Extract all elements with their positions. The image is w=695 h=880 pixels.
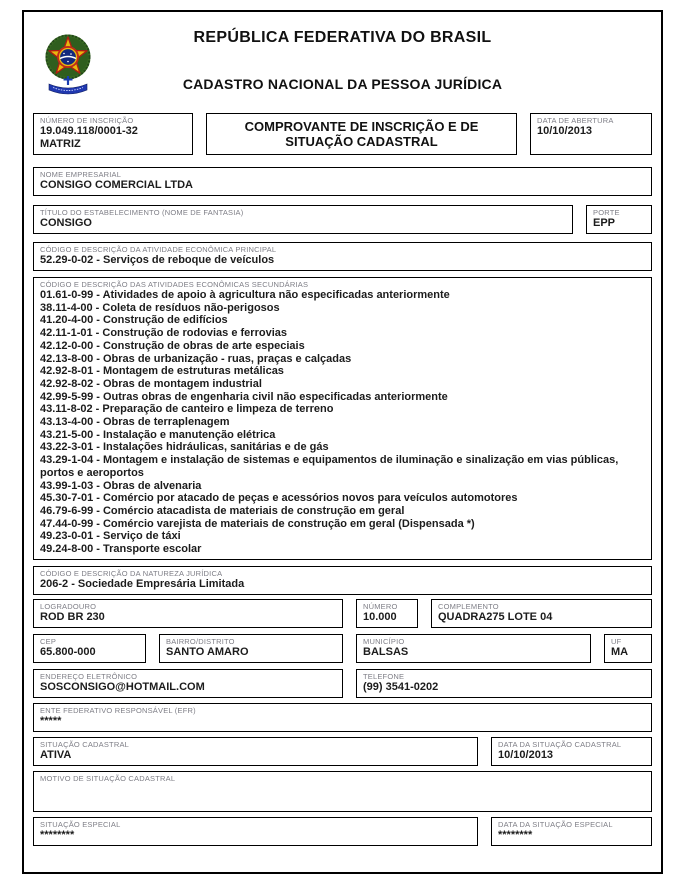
activity-item: 46.79-6-99 - Comércio atacadista de materiais de construção em geral xyxy=(40,504,405,517)
field-endereco-eletronico xyxy=(33,669,343,698)
activity-item: 43.29-1-04 - Montagem e instalação de sistemas e equipamentos de iluminação e sinalização em vias públicas, portos e aeroportos xyxy=(40,454,619,479)
row-nome-empresarial xyxy=(33,167,652,196)
field-label: COMPLEMENTO xyxy=(438,601,499,611)
activity-item: 42.92-8-02 - Obras de montagem industrial xyxy=(40,377,262,390)
field-label: UF xyxy=(611,636,622,646)
field-value: ROD BR 230 xyxy=(40,610,105,623)
republic-title: REPÚBLICA FEDERATIVA DO BRASIL xyxy=(193,29,492,46)
activity-item: 47.44-0-99 - Comércio varejista de materiais de construção em geral (Dispensada *) xyxy=(40,517,475,530)
matriz-flag: MATRIZ xyxy=(40,138,81,150)
field-label: NÚMERO xyxy=(363,601,398,611)
field-logradouro xyxy=(33,599,343,628)
brazil-coat-of-arms-icon xyxy=(43,25,93,99)
field-value: EPP xyxy=(593,217,616,229)
field-value: ***** xyxy=(40,714,62,727)
field-uf xyxy=(604,634,652,663)
field-label: ENTE FEDERATIVO RESPONSÁVEL (EFR) xyxy=(40,705,196,715)
field-value: SOSCONSIGO@HOTMAIL.COM xyxy=(40,680,205,693)
field-motivo-situacao xyxy=(33,771,652,812)
activity-item: 49.23-0-01 - Serviço de táxi xyxy=(40,530,181,543)
field-situacao-especial xyxy=(33,817,478,846)
row-cep-bairro xyxy=(33,634,652,663)
field-label: TÍTULO DO ESTABELECIMENTO (NOME DE FANTASIA) xyxy=(40,208,244,217)
field-efr xyxy=(33,703,652,732)
field-value: SANTO AMARO xyxy=(166,645,249,658)
row-situacao-especial xyxy=(33,817,652,846)
field-nome-empresarial xyxy=(33,167,652,196)
field-data-situacao-cadastral xyxy=(491,737,652,766)
field-label: SITUAÇÃO CADASTRAL xyxy=(40,739,130,749)
field-value: (99) 3541-0202 xyxy=(363,680,439,693)
field-label: BAIRRO/DISTRITO xyxy=(166,636,235,646)
field-value: BALSAS xyxy=(363,645,409,658)
field-value: 206-2 - Sociedade Empresária Limitada xyxy=(40,577,245,590)
field-label: MOTIVO DE SITUAÇÃO CADASTRAL xyxy=(40,773,176,783)
field-label: NÚMERO DE INSCRIÇÃO xyxy=(40,116,134,125)
field-complemento xyxy=(431,599,652,628)
field-value: MA xyxy=(611,645,629,658)
field-situacao-cadastral xyxy=(33,737,478,766)
field-numero-inscricao xyxy=(33,113,193,155)
row-atividade-principal xyxy=(33,242,652,271)
activity-item: 43.22-3-01 - Instalações hidráulicas, sanitárias e de gás xyxy=(40,441,329,454)
activity-item: 42.12-0-00 - Construção de obras de arte especiais xyxy=(40,339,305,352)
field-atividade-principal xyxy=(33,242,652,271)
row-situacao-cadastral xyxy=(33,737,652,766)
field-natureza-juridica xyxy=(33,566,652,595)
field-porte xyxy=(586,205,652,234)
row-inscricao xyxy=(33,113,652,155)
field-label: MUNICÍPIO xyxy=(363,636,405,646)
field-atividades-secundarias xyxy=(33,277,652,560)
field-value: 52.29-0-02 - Serviços de reboque de veículos xyxy=(40,254,275,266)
activity-item: 42.13-8-00 - Obras de urbanização - ruas, praças e calçadas xyxy=(40,352,352,365)
field-data-abertura xyxy=(530,113,652,155)
activity-item: 42.92-8-01 - Montagem de estruturas metálicas xyxy=(40,365,284,378)
row-fantasia-porte xyxy=(33,205,652,234)
field-cep xyxy=(33,634,146,663)
field-label: NOME EMPRESARIAL xyxy=(40,170,122,179)
activity-item: 42.99-5-99 - Outras obras de engenharia civil não especificadas anteriormente xyxy=(40,390,448,403)
field-value: 10/10/2013 xyxy=(498,748,554,761)
field-value: ******** xyxy=(498,828,533,841)
row-motivo-situacao xyxy=(33,771,652,812)
activity-item: 38.11-4-00 - Coleta de resíduos não-perigosos xyxy=(40,301,280,314)
activity-item: 43.11-8-02 - Preparação de canteiro e limpeza de terreno xyxy=(40,403,334,416)
field-nome-fantasia xyxy=(33,205,573,234)
field-label: LOGRADOURO xyxy=(40,601,97,611)
field-value: CONSIGO COMERCIAL LTDA xyxy=(40,179,193,191)
activity-item: 41.20-4-00 - Construção de edifícios xyxy=(40,314,228,327)
field-telefone xyxy=(356,669,652,698)
field-label: SITUAÇÃO ESPECIAL xyxy=(40,819,121,829)
field-label: CÓDIGO E DESCRIÇÃO DAS ATIVIDADES ECONÔMICAS SECUNDÁRIAS xyxy=(40,280,309,289)
field-label: CEP xyxy=(40,636,57,646)
activity-item: 43.99-1-03 - Obras de alvenaria xyxy=(40,479,202,492)
field-value: 10.000 xyxy=(363,610,397,623)
field-label: TELEFONE xyxy=(363,671,405,681)
field-municipio xyxy=(356,634,591,663)
field-value: ******** xyxy=(40,828,75,841)
field-value: 65.800-000 xyxy=(40,645,96,658)
field-label: DATA DA SITUAÇÃO CADASTRAL xyxy=(498,739,622,749)
cnpj-number: 19.049.118/0001-32 xyxy=(40,125,138,137)
row-logradouro xyxy=(33,599,652,628)
document-title: COMPROVANTE DE INSCRIÇÃO E DE SITUAÇÃO CADASTRAL xyxy=(206,113,517,155)
row-atividades-secundarias xyxy=(33,277,652,560)
field-label: ENDEREÇO ELETRÔNICO xyxy=(40,671,138,681)
field-value: QUADRA275 LOTE 04 xyxy=(438,610,553,623)
row-contato xyxy=(33,669,652,698)
activity-item: 01.61-0-99 - Atividades de apoio à agricultura não especificadas anteriormente xyxy=(40,289,450,301)
cnpj-document xyxy=(22,10,663,874)
field-label: DATA DA SITUAÇÃO ESPECIAL xyxy=(498,819,613,829)
field-bairro xyxy=(159,634,343,663)
field-numero xyxy=(356,599,418,628)
field-value: CONSIGO xyxy=(40,217,92,229)
field-data-situacao-especial xyxy=(491,817,652,846)
activity-item: 49.24-8-00 - Transporte escolar xyxy=(40,543,202,556)
field-label: CÓDIGO E DESCRIÇÃO DA NATUREZA JURÍDICA xyxy=(40,568,223,578)
field-label: DATA DE ABERTURA xyxy=(537,116,614,125)
activity-item: 43.13-4-00 - Obras de terraplenagem xyxy=(40,416,230,429)
field-label: PORTE xyxy=(593,208,620,217)
document-header xyxy=(33,12,652,113)
status-value: ATIVA xyxy=(40,748,72,761)
activity-item: 43.21-5-00 - Instalação e manutenção elétrica xyxy=(40,428,276,441)
cnpj-registry-title: CADASTRO NACIONAL DA PESSOA JURÍDICA xyxy=(182,76,503,92)
row-efr xyxy=(33,703,652,732)
field-label: CÓDIGO E DESCRIÇÃO DA ATIVIDADE ECONÔMICA PRINCIPAL xyxy=(40,245,277,254)
row-natureza-juridica xyxy=(33,566,652,595)
field-value: 10/10/2013 xyxy=(537,125,593,137)
activity-item: 42.11-1-01 - Construção de rodovias e ferrovias xyxy=(40,327,287,340)
activity-item: 45.30-7-01 - Comércio por atacado de peças e acessórios novos para veículos automotores xyxy=(40,492,518,505)
